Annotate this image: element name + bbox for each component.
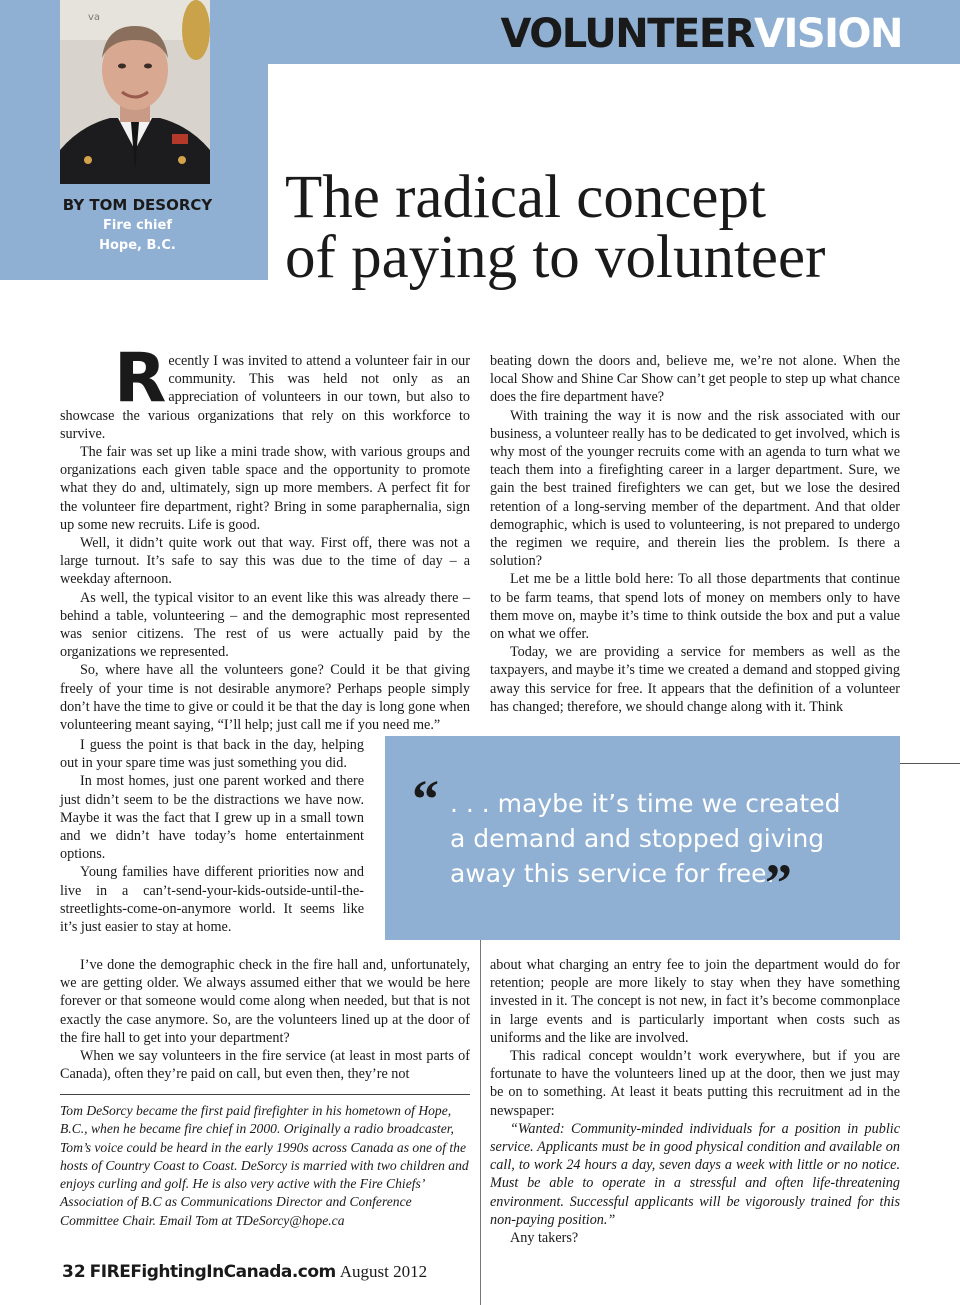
author-bio: Tom DeSorcy became the first paid firefighter in his hometown of Hope, B.C., when he became fire chief in 2000. Originally a radio broadcaster, Tom’s voice could be heard in the early 1990s across Canada as one of the hosts of Country Coast to Coast. DeSorcy is married with two children and enjoys curling and golf. He is also very active with the Fire Chiefs’ Association of B.C as Communications Director and Conference Committee Chair. Email Tom at TDeSorcy@hope.ca bbox=[60, 1103, 469, 1228]
author-photo bbox=[60, 0, 210, 184]
svg-text:va: va bbox=[88, 12, 101, 23]
body-paragraph: The fair was set up like a mini trade show, with various groups and organizations each given table space and the opportunity to promote what they do and, ultimately, sign up more members. A perfect fit for the volunteer fire department, right? Bring in some paraphernalia, sign up some new recruits. Life is good. bbox=[60, 444, 470, 533]
body-paragraph: Today, we are providing a service for members as well as the taxpayers, and maybe it’s time we created a demand and stopped giving away this service for free. It appears that the definition of a volunteer has changed; therefore, we should change along with it. Think bbox=[490, 644, 900, 715]
open-quote-mark: “ bbox=[412, 769, 439, 829]
recruitment-ad-quote: “Wanted: Community-minded individuals for a position in public service. Applicants must be in good physical condition and available on call, to work 24 hours a day, seven days a week with little or no notice. Must be able to operate in a stressful and often life-threatening environment. Successful applicants will be vigorously trained for this non-paying position.” bbox=[490, 1120, 900, 1228]
body-paragraph: beating down the doors and, believe me, we’re not alone. When the local Show and Shine Car Show can’t get people to step up what chance does the fire department have? bbox=[490, 353, 900, 406]
pull-quote-line: . . . maybe it’s time we created bbox=[450, 789, 841, 818]
closing-line: Any takers? bbox=[510, 1230, 579, 1247]
body-paragraph: about what charging an entry fee to join the department would do for retention; people are more likely to stay when they have something invested in it. The concept is not new, in fact it’s become commonplace in large events and is particularly important when costs such as uniforms and the like are involved. bbox=[490, 957, 900, 1046]
body-paragraph: Young families have different priorities now and live in a can’t-send-your-kids-outside-until-the-streetlights-come-on-anymore world. It seems like it’s just easier to stay at home. bbox=[60, 864, 364, 936]
body-paragraph: In most homes, just one parent worked and there just didn’t seem to be the distractions we have now. Maybe it was the fact that I grew up in a small town and we didn’t have today’s home entertainment options. bbox=[60, 773, 364, 863]
pull-quote-line: away this service for free. bbox=[450, 859, 775, 888]
page-footer bbox=[62, 1262, 427, 1282]
publication-site: FIREFightingInCanada.com bbox=[89, 1262, 336, 1282]
body-paragraph: This radical concept wouldn’t work everywhere, but if you are fortunate to have the volunteers lined up at the door, then we just may be on to something. At least it beats putting this recruitment ad in the newspaper: bbox=[490, 1048, 900, 1119]
column-divider bbox=[480, 940, 481, 1305]
section-title bbox=[500, 11, 902, 57]
body-column-right-top bbox=[490, 352, 900, 716]
body-column-left-top bbox=[60, 339, 470, 734]
author-role: Fire chief bbox=[103, 218, 172, 233]
body-paragraph: When we say volunteers in the fire service (at least in most parts of Canada), often they’re paid on call, but even then, they’re not bbox=[60, 1048, 470, 1083]
page-number: 32 bbox=[62, 1262, 86, 1282]
body-column-left-bottom bbox=[60, 956, 470, 1083]
headline-line-2: of paying to volunteer bbox=[285, 224, 826, 291]
article-headline bbox=[285, 164, 925, 291]
headline-line-1: The radical concept bbox=[285, 164, 766, 231]
body-paragraph: I’ve done the demographic check in the fire hall and, unfortunately, we are getting older. We always assumed either that we would be here forever or that someone would come along when needed, but that is not exactly the case anymore. So, are the volunteers lined up at the door of the fire hall to get into your department? bbox=[60, 957, 470, 1046]
body-paragraph bbox=[60, 339, 470, 443]
bio-divider bbox=[60, 1094, 470, 1095]
close-quote-mark: ” bbox=[765, 853, 792, 913]
issue-date: August 2012 bbox=[339, 1262, 428, 1281]
body-column-right-bottom bbox=[490, 956, 900, 1247]
pull-quote-text bbox=[450, 786, 870, 891]
section-title-dark: VOLUNTEER bbox=[500, 11, 754, 57]
pull-quote-line: a demand and stopped giving bbox=[450, 824, 825, 853]
body-paragraph: I guess the point is that back in the day, helping out in your spare time was just something you did. bbox=[60, 737, 364, 772]
body-paragraph: Let me be a little bold here: To all those departments that continue to be farm teams, that spend lots of money on members only to have them move on, maybe it’s time to think outside the box and put a value on what we offer. bbox=[490, 571, 900, 643]
body-paragraph: As well, the typical visitor to an event like this was already there – behind a table, volunteering – and the demographic most represented was senior citizens. The rest of us were actually paid by the organizations we represented. bbox=[60, 589, 470, 661]
body-paragraph: Well, it didn’t quite work out that way. First off, there was not a large turnout. It’s safe to say this was due to the time of day – a weekday afternoon. bbox=[60, 535, 470, 588]
paragraph-text: ecently I was invited to attend a volunteer fair in our community. This was held not only as an appreciation of volunteers in our town, but also to showcase the various organizations that rely on this workforce to survive. bbox=[60, 353, 470, 442]
body-paragraph: With training the way it is now and the risk associated with our business, a volunteer really has to be dedicated to get involved, which is why most of the younger recruits come with an agenda to turn what we teach them into a firefighting career in a larger department. Sure, we gain the best trained firefighters we can get, but we lose the desired retention of a long-serving member of the department. And that older demographic, which is used to volunteering, is not prepared to undergo the regimen we require, and therein lies the problem. Is there a solution? bbox=[490, 407, 900, 570]
author-name: BY TOM DESORCY bbox=[62, 196, 213, 214]
body-column-left-narrow bbox=[60, 736, 364, 936]
author-portrait-icon bbox=[60, 0, 210, 184]
section-title-light: VISION bbox=[753, 11, 902, 57]
drop-cap: R bbox=[114, 339, 167, 418]
author-place: Hope, B.C. bbox=[99, 238, 176, 253]
body-paragraph: So, where have all the volunteers gone? Could it be that giving freely of your time is not desirable anymore? Perhaps people simply don’t have the time to give or could it be that the day is long gone when volunteering meant saying, “I’ll help; just call me if you need me.” bbox=[60, 662, 470, 734]
pull-quote-rule bbox=[900, 763, 960, 764]
